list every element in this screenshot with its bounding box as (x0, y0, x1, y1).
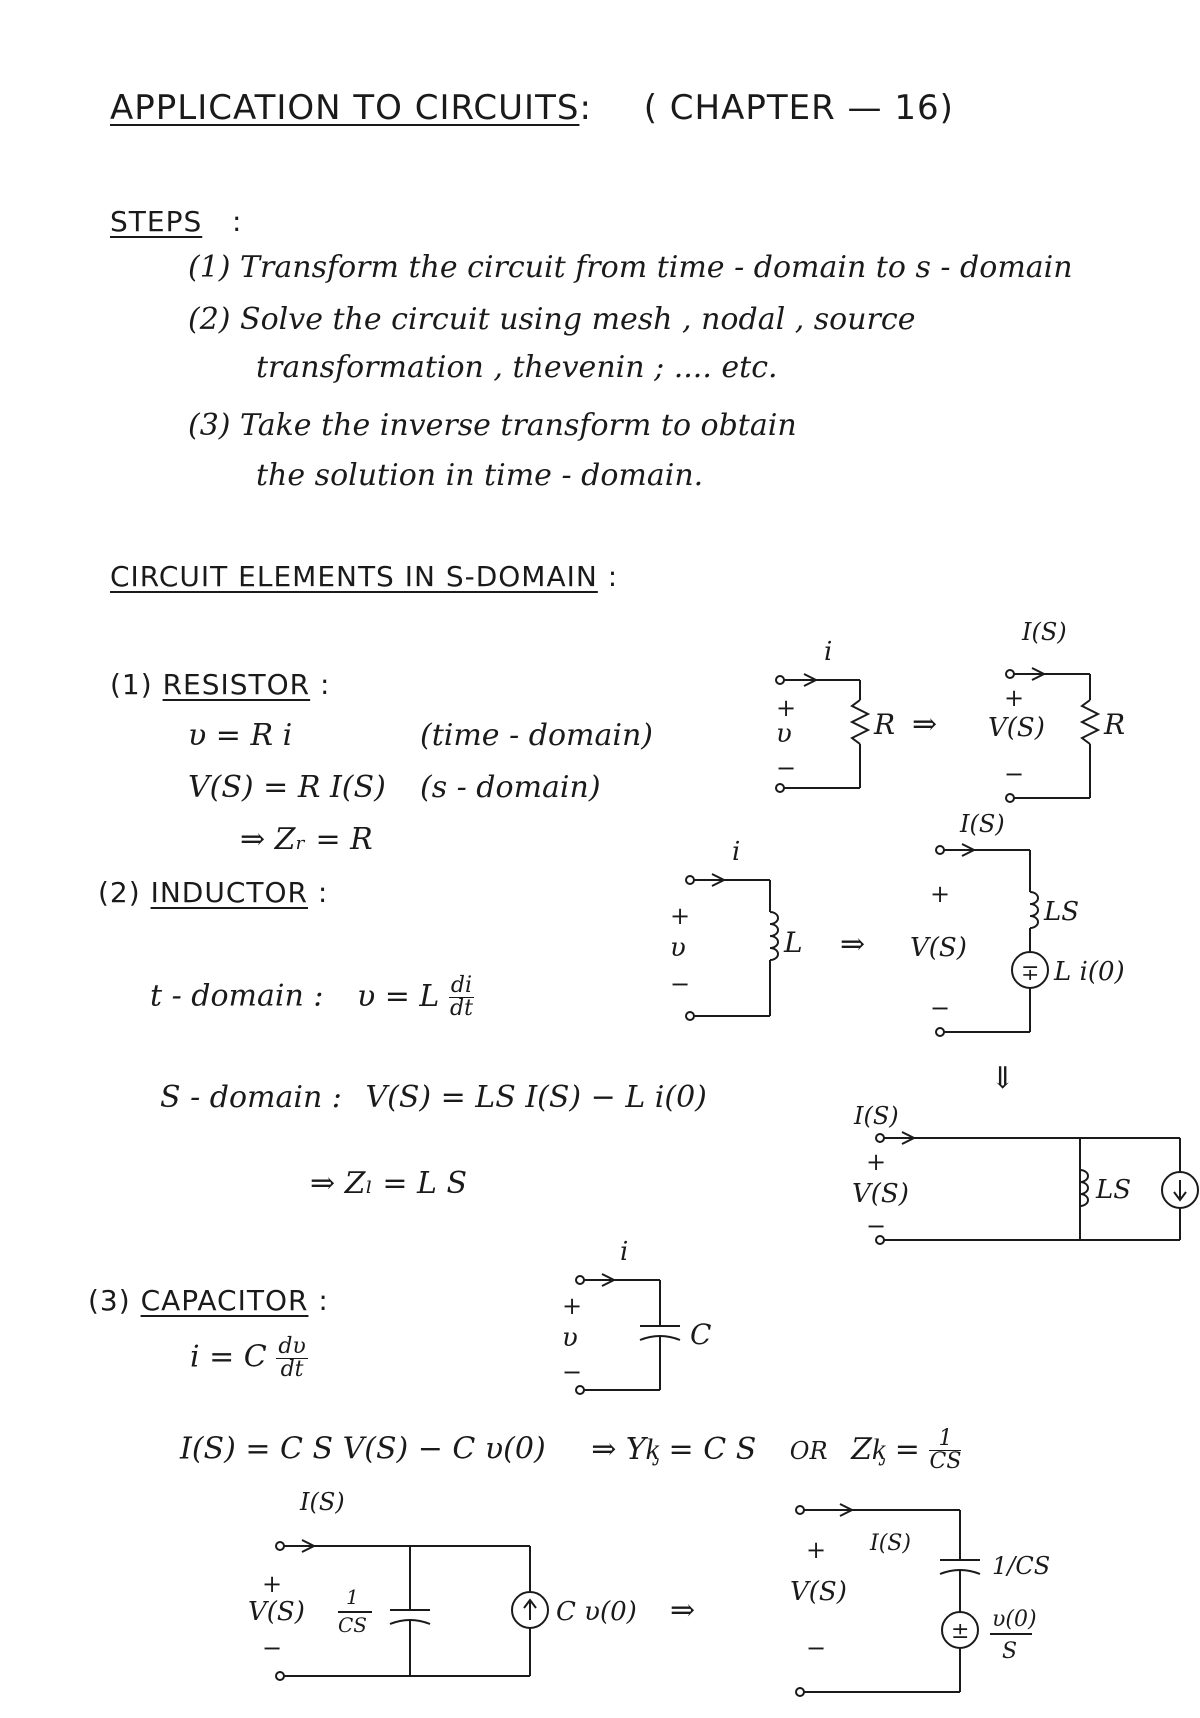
step-3-line-2: the solution in time - domain. (256, 458, 704, 493)
capacitor-p-Vs-label: V(S) (248, 1597, 305, 1627)
capacitor-v0-den: S (1002, 1639, 1018, 1664)
step-2-line-1: Solve the circuit using mesh , nodal , source (240, 302, 916, 337)
inductor-s-eq (160, 1080, 707, 1115)
resistor-s-minus: − (1004, 760, 1025, 788)
inductor-down-arrow: ⇓ (990, 1061, 1016, 1096)
inductor-num: (2) (98, 876, 141, 909)
resistor-circuit (760, 610, 1160, 810)
steps-heading: STEPS (110, 205, 203, 238)
resistor-s-plus: + (1004, 684, 1025, 712)
resistor-eq3: ⇒ Zᵣ = R (240, 822, 373, 857)
resistor-v-label: υ (776, 719, 792, 749)
resistor-plus: + (776, 694, 797, 722)
capacitor-z-num: 1 (929, 1428, 961, 1451)
resistor-Vs-label: V(S) (988, 713, 1045, 743)
capacitor-s-eq-text: I(S) = C S V(S) − C υ(0) (180, 1431, 546, 1467)
inductor-Li0-label: L i(0) (1054, 957, 1125, 987)
inductor-Is-label: I(S) (960, 810, 1005, 838)
resistor-arrow: ⇒ (912, 707, 938, 742)
capacitor-p-Is-label: I(S) (300, 1488, 345, 1516)
inductor-L-label: L (784, 926, 803, 959)
inductor-arrow: ⇒ (840, 927, 866, 962)
capacitor-p-minus: − (262, 1634, 283, 1662)
inductor-i-label: i (732, 837, 741, 867)
inductor-Vs-label: V(S) (910, 933, 967, 963)
resistor-eq2: V(S) = R I(S) (188, 770, 386, 805)
inductor-s-minus: − (930, 994, 951, 1022)
inductor-t-eq-text: υ = L (356, 978, 440, 1014)
capacitor-inv-label: 1/CS (992, 1552, 1051, 1580)
inductor-t-den: dt (450, 996, 473, 1021)
capacitor-t-frac (276, 1336, 307, 1381)
inductor-p-plus: + (866, 1148, 887, 1176)
capacitor-s-arrow: ⇒ (670, 1593, 696, 1628)
capacitor-p-one: 1 (346, 1585, 359, 1609)
capacitor-s-minus: − (806, 1634, 827, 1662)
capacitor-t-eq (190, 1336, 308, 1381)
capacitor-t-num: dυ (278, 1334, 306, 1359)
inductor-t-domain: t - domain : (150, 978, 324, 1014)
capacitor-t-eq-text: i = C (190, 1339, 267, 1375)
step-3-num: (3) (188, 408, 231, 443)
capacitor-v0-num: υ(0) (992, 1607, 1037, 1632)
capacitor-label: (3) CAPACITOR : (88, 1284, 329, 1317)
inductor-z-eq: ⇒ Zₗ = L S (310, 1166, 468, 1201)
resistor-num: (1) (110, 668, 153, 701)
steps-colon: : (232, 205, 243, 238)
step-1 (188, 250, 1073, 285)
resistor-s-R-label: R (1104, 708, 1126, 741)
title-chapter: ( CHAPTER — 16) (643, 88, 954, 128)
capacitor-minus: − (562, 1358, 583, 1386)
step-2-num: (2) (188, 302, 231, 337)
inductor-p-minus: − (866, 1212, 887, 1240)
capacitor-p-plus: + (262, 1570, 283, 1598)
step-3 (188, 408, 797, 443)
capacitor-num: (3) (88, 1284, 131, 1317)
capacitor-s-circuits (240, 1480, 1120, 1710)
capacitor-label-text: CAPACITOR (140, 1284, 309, 1317)
inductor-p-LS-label: LS (1096, 1175, 1132, 1205)
step-2-line-2: transformation , thevenin ; .... etc. (256, 350, 778, 385)
inductor-p-Is-label: I(S) (854, 1102, 899, 1130)
resistor-label-text: RESISTOR (162, 668, 311, 701)
elements-heading-text: CIRCUIT ELEMENTS IN S-DOMAIN (110, 560, 598, 593)
inductor-p-Vs-label: V(S) (852, 1179, 909, 1209)
page-title (110, 88, 954, 128)
inductor-circuit (640, 810, 1160, 1260)
capacitor-s-plus: + (806, 1536, 827, 1564)
resistor-eq1-note: (time - domain) (420, 718, 653, 753)
inductor-plus: + (670, 902, 691, 930)
capacitor-i-label: i (620, 1237, 629, 1267)
title-sep: : (579, 88, 592, 128)
capacitor-plus: + (562, 1292, 583, 1320)
capacitor-t-den: dt (280, 1357, 304, 1382)
resistor-eq2-note: (s - domain) (420, 770, 601, 805)
inductor-s-eq-text: V(S) = LS I(S) − L i(0) (365, 1080, 707, 1115)
resistor-i-label: i (824, 637, 833, 667)
step-1-line-1: Transform the circuit from time - domain to s - domain (240, 250, 1073, 285)
resistor-eq1: υ = R i (188, 718, 293, 753)
inductor-t-num: di (450, 973, 473, 998)
inductor-s-domain: S - domain : (160, 1080, 342, 1115)
capacitor-v-label: υ (562, 1323, 578, 1353)
capacitor-pm-label: ± (951, 1619, 970, 1644)
capacitor-y-eq: ⇒ Yᶄ = C S (591, 1431, 757, 1467)
step-1-num: (1) (188, 250, 231, 285)
resistor-label: (1) RESISTOR : (110, 668, 331, 701)
inductor-minus: − (670, 970, 691, 998)
step-2 (188, 302, 915, 337)
capacitor-z-frac (929, 1428, 961, 1473)
capacitor-C-label: C (690, 1318, 712, 1351)
capacitor-circuit (540, 1237, 740, 1410)
resistor-Is-label: I(S) (1022, 618, 1067, 646)
inductor-v-label: υ (670, 933, 686, 963)
capacitor-s-eq (180, 1428, 961, 1473)
elements-heading: CIRCUIT ELEMENTS IN S-DOMAIN : (110, 560, 619, 593)
capacitor-s-Is-label: I(S) (870, 1531, 911, 1556)
inductor-s-plus: + (930, 880, 951, 908)
capacitor-z-eq: Zᶄ = (851, 1431, 920, 1467)
inductor-t-frac (449, 975, 474, 1020)
inductor-label-text: INDUCTOR (150, 876, 308, 909)
title-main: APPLICATION TO CIRCUITS (110, 88, 580, 128)
inductor-source-sign: ∓ (1021, 961, 1040, 986)
capacitor-p-CS: CS (338, 1613, 368, 1637)
capacitor-s-Vs-label: V(S) (790, 1577, 847, 1607)
inductor-t-eq (150, 975, 474, 1020)
resistor-R-label: R (874, 708, 896, 741)
capacitor-Cv0-label: C υ(0) (556, 1597, 637, 1627)
resistor-minus: − (776, 754, 797, 782)
capacitor-or: OR (789, 1436, 828, 1465)
inductor-LS-label: LS (1044, 897, 1080, 927)
inductor-label: (2) INDUCTOR : (98, 876, 329, 909)
capacitor-z-den: CS (929, 1449, 962, 1474)
step-3-line-1: Take the inverse transform to obtain (240, 408, 797, 443)
